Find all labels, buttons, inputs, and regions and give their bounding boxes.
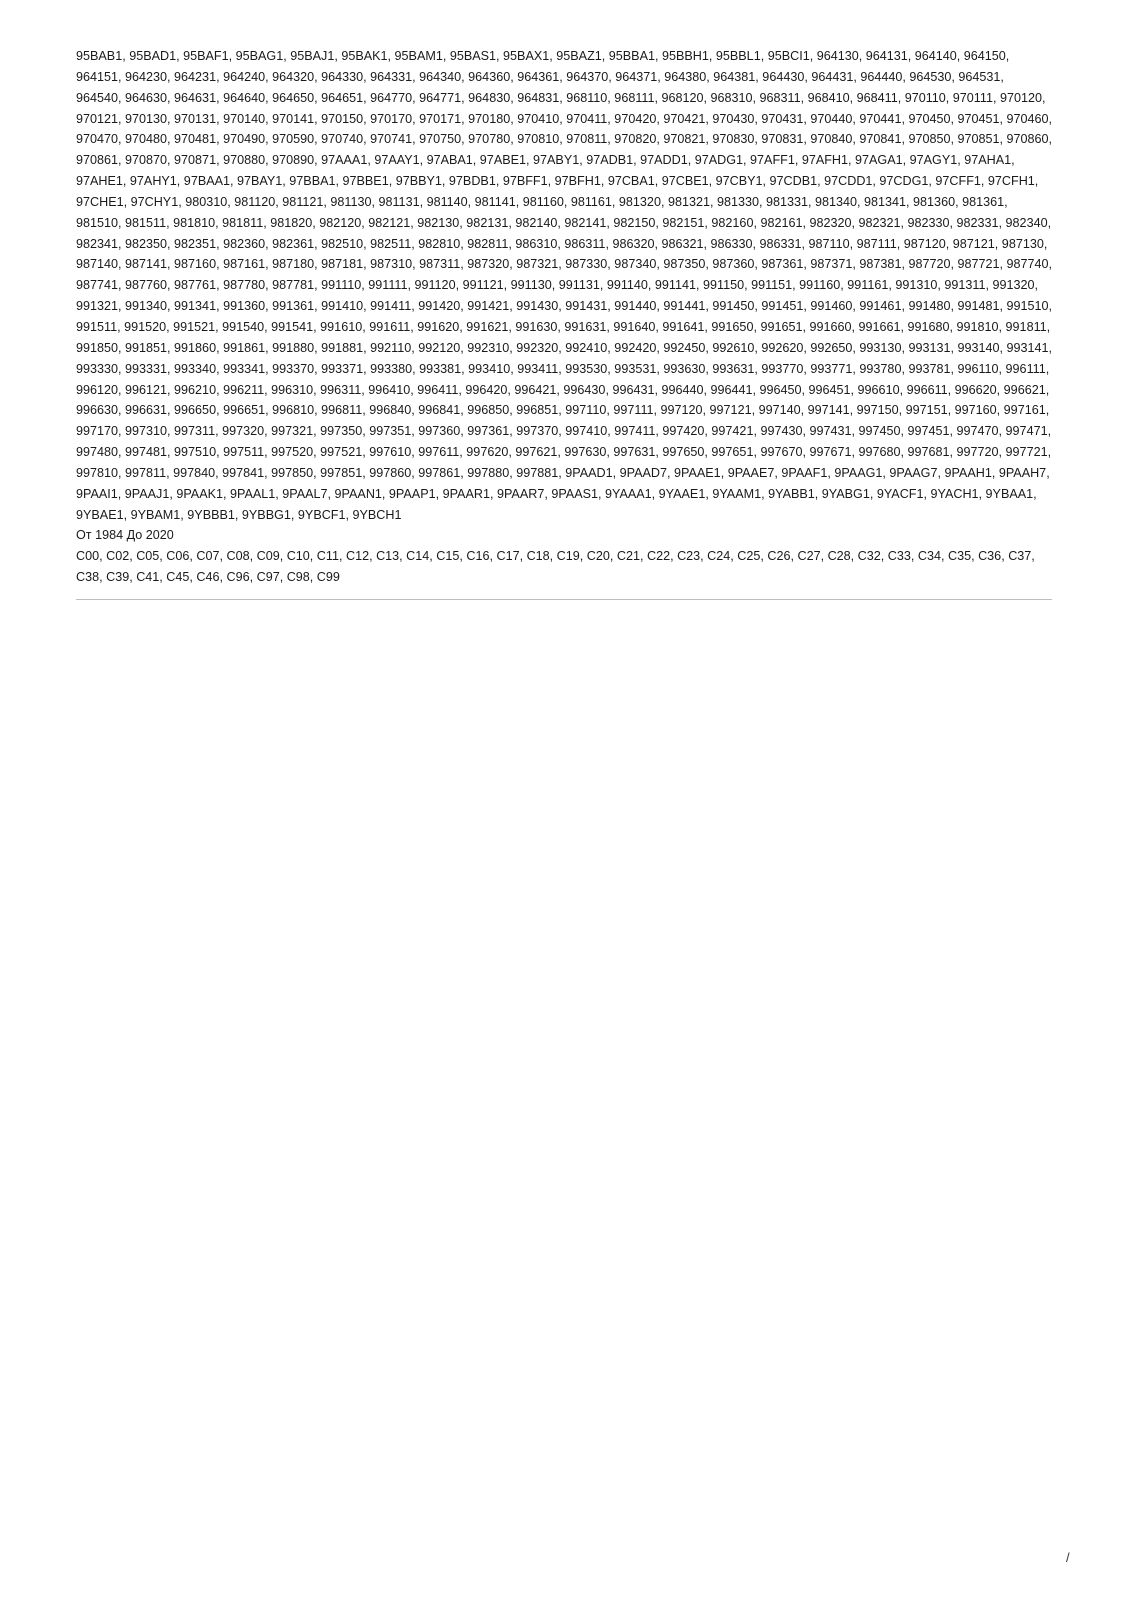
section-divider [76,599,1052,600]
page-number-mark: / [1066,1550,1070,1565]
model-code-list: 95BAB1, 95BAD1, 95BAF1, 95BAG1, 95BAJ1, 95BAK1, 95BAM1, 95BAS1, 95BAX1, 95BAZ1, 95BBA1, 95BBH1, 95BBL1, 95BCI1, 964130, 964131, 964140, 964150, 964151, 964230, 964231, 964240, 964320, 964330, 964331, 964340, 964360, 964361, 964370, 964371, 964380, 964381, 964430, 964431, 964440, 964530, 964531, 964540, 964630, 964631, 964640, 964650, 964651, 964770, 964771, 964830, 964831, 968110, 968111, 968120, 968310, 968311, 968410, 968411, 970110, 970111, 970120, 970121, 970130, 970131, 970140, 970141, 970150, 970170, 970171, 970180, 970410, 970411, 970420, 970421, 970430, 970431, 970440, 970441, 970450, 970451, 970460, 970470, 970480, 970481, 970490, 970590, 970740, 970741, 970750, 970780, 970810, 970811, 970820, 970821, 970830, 970831, 970840, 970841, 970850, 970851, 970860, 970861, 970870, 970871, 970880, 970890, 97AAA1, 97AAY1, 97ABA1, 97ABE1, 97ABY1, 97ADB1, 97ADD1, 97ADG1, 97AFF1, 97AFH1, 97AGA1, 97AGY1, 97AHA1, 97AHE1, 97AHY1, 97BAA1, 97BAY1, 97BBA1, 97BBE1, 97BBY1, 97BDB1, 97BFF1, 97BFH1, 97CBA1, 97CBE1, 97CBY1, 97CDB1, 97CDD1, 97CDG1, 97CFF1, 97CFH1, 97CHE1, 97CHY1, 980310, 981120, 981121, 981130, 981131, 981140, 981141, 981160, 981161, 981320, 981321, 981330, 981331, 981340, 981341, 981360, 981361, 981510, 981511, 981810, 981811, 981820, 982120, 982121, 982130, 982131, 982140, 982141, 982150, 982151, 982160, 982161, 982320, 982321, 982330, 982331, 982340, 982341, 982350, 982351, 982360, 982361, 982510, 982511, 982810, 982811, 986310, 986311, 986320, 986321, 986330, 986331, 987110, 987111, 987120, 987121, 987130, 987140, 987141, 987160, 987161, 987180, 987181, 987310, 987311, 987320, 987321, 987330, 987340, 987350, 987360, 987361, 987371, 987381, 987720, 987721, 987740, 987741, 987760, 987761, 987780, 987781, 991110, 991111, 991120, 991121, 991130, 991131, 991140, 991141, 991150, 991151, 991160, 991161, 991310, 991311, 991320, 991321, 991340, 991341, 991360, 991361, 991410, 991411, 991420, 991421, 991430, 991431, 991440, 991441, 991450, 991451, 991460, 991461, 991480, 991481, 991510, 991511, 991520, 991521, 991540, 991541, 991610, 991611, 991620, 991621, 991630, 991631, 991640, 991641, 991650, 991651, 991660, 991661, 991680, 991810, 991811, 991850, 991851, 991860, 991861, 991880, 991881, 992110, 992120, 992310, 992320, 992410, 992420, 992450, 992610, 992620, 992650, 993130, 993131, 993140, 993141, 993330, 993331, 993340, 993341, 993370, 993371, 993380, 993381, 993410, 993411, 993530, 993531, 993630, 993631, 993770, 993771, 993780, 993781, 996110, 996111, 996120, 996121, 996210, 996211, 996310, 996311, 996410, 996411, 996420, 996421, 996430, 996431, 996440, 996441, 996450, 996451, 996610, 996611, 996620, 996621, 996630, 996631, 996650, 996651, 996810, 996811, 996840, 996841, 996850, 996851, 997110, 997111, 997120, 997121, 997140, 997141, 997150, 997151, 997160, 997161, 997170, 997310, 997311, 997320, 997321, 997350, 997351, 997360, 997361, 997370, 997410, 997411, 997420, 997421, 997430, 997431, 997450, 997451, 997470, 997471, 997480, 997481, 997510, 997511, 997520, 997521, 997610, 997611, 997620, 997621, 997630, 997631, 997650, 997651, 997670, 997671, 997680, 997681, 997720, 997721, 997810, 997811, 997840, 997841, 997850, 997851, 997860, 997861, 997880, 997881, 9PAAD1, 9PAAD7, 9PAAE1, 9PAAE7, 9PAAF1, 9PAAG1, 9PAAG7, 9PAAH1, 9PAAH7, 9PAAI1, 9PAAJ1, 9PAAK1, 9PAAL1, 9PAAL7, 9PAAN1, 9PAAP1, 9PAAR1, 9PAAR7, 9PAAS1, 9YAAA1, 9YAAE1, 9YAAM1, 9YABB1, 9YABG1, 9YACF1, 9YACH1, 9YBAA1, 9YBAE1, 9YBAM1, 9YBBB1, 9YBBG1, 9YBCF1, 9YBCH1 [76,49,1053,522]
document-content [76,46,1052,600]
c-code-list: C00, C02, C05, C06, C07, C08, C09, C10, C11, C12, C13, C14, C15, C16, C17, C18, C19, C20, C21, C22, C23, C24, C25, C26, C27, C28, C32, C33, C34, C35, C36, C37, C38, C39, C41, C45, C46, C96, C97, C98, C99 [76,549,1035,585]
year-range: От 1984 До 2020 [76,528,174,543]
